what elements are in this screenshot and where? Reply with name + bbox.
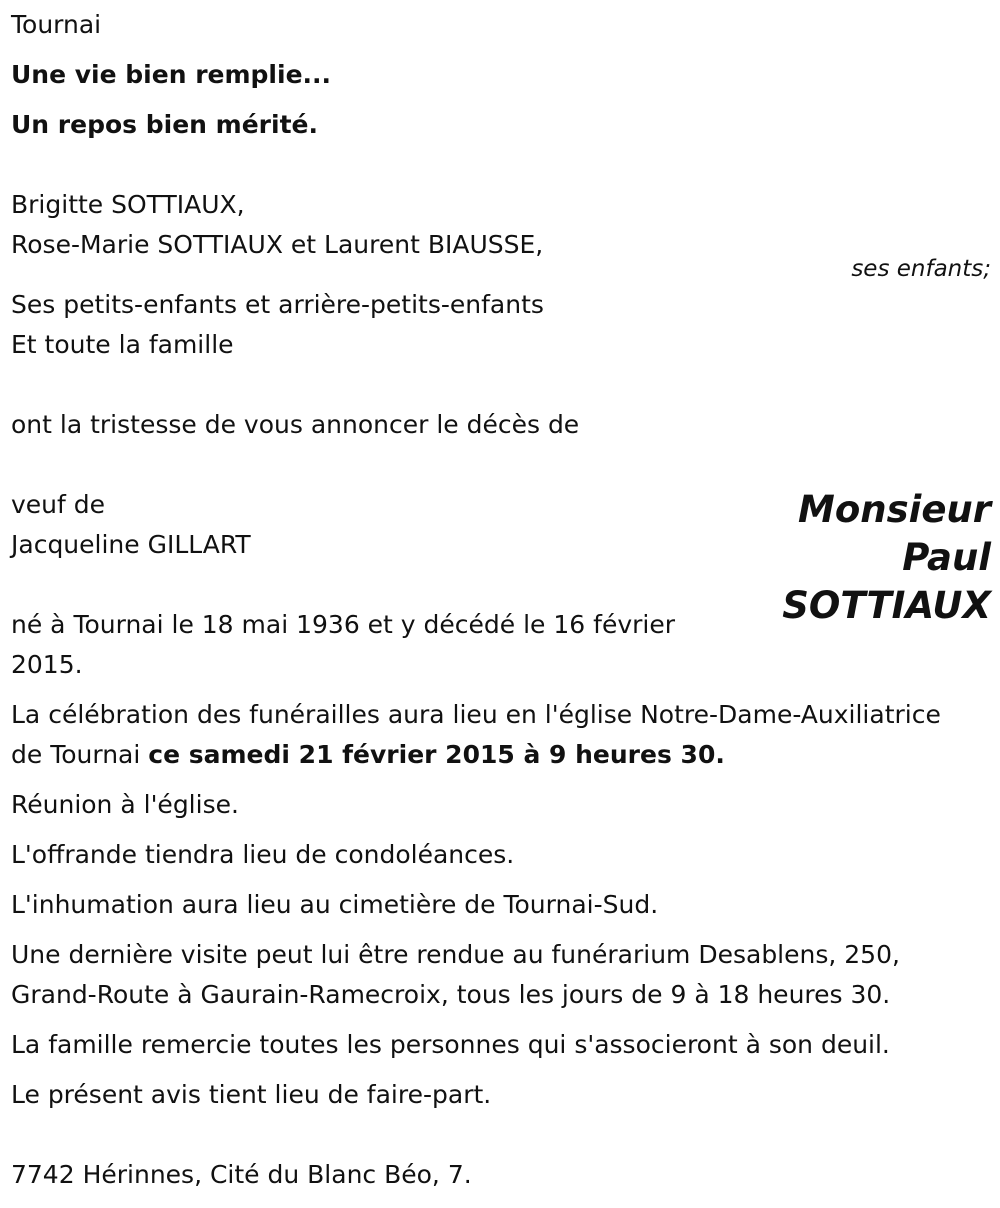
deceased-name-block xyxy=(782,486,991,630)
child-line-1: Brigitte SOTTIAUX, xyxy=(11,190,245,219)
announcement-text: ont la tristesse de vous annoncer le décès de xyxy=(11,410,580,439)
children-role-label: ses enfants; xyxy=(851,256,991,282)
deceased-title: Monsieur xyxy=(798,488,991,531)
address-text: 7742 Hérinnes, Cité du Blanc Béo, 7. xyxy=(11,1160,472,1189)
notice-text: Le présent avis tient lieu de faire-part. xyxy=(11,1080,492,1109)
visit-text: Une dernière visite peut lui être rendue au funérarium Desablens, 250, Grand-Route à Gaurain-Ramecroix, tous les jours de 9 à 18 heures 30. xyxy=(11,940,900,1009)
child-line-2: Rose-Marie SOTTIAUX et Laurent BIAUSSE, xyxy=(11,230,544,259)
birth-death-text: né à Tournai le 18 mai 1936 et y décédé le 16 février 2015. xyxy=(11,610,676,679)
deceased-first-name: Paul xyxy=(902,536,991,579)
ceremony-date: ce samedi 21 février 2015 à 9 heures 30. xyxy=(148,740,725,769)
motto-line-2: Un repos bien mérité. xyxy=(11,110,318,139)
ceremony-paragraph xyxy=(11,695,971,775)
city-heading: Tournai xyxy=(11,10,102,39)
offering-text: L'offrande tiendra lieu de condoléances. xyxy=(11,840,515,869)
motto-line-1: Une vie bien remplie... xyxy=(11,60,332,89)
thanks-text: La famille remercie toutes les personnes qui s'associeront à son deuil. xyxy=(11,1030,890,1059)
deceased-last-name: SOTTIAUX xyxy=(782,584,991,627)
spouse-name: Jacqueline GILLART xyxy=(11,530,251,559)
widower-label: veuf de xyxy=(11,490,106,519)
meeting-text: Réunion à l'église. xyxy=(11,790,239,819)
ceremony-text: La célébration des funérailles aura lieu en l'église Notre-Dame-Auxiliatrice de Tournai xyxy=(11,700,941,769)
family-line-2: Et toute la famille xyxy=(11,330,234,359)
burial-text: L'inhumation aura lieu au cimetière de Tournai-Sud. xyxy=(11,890,659,919)
family-line-1: Ses petits-enfants et arrière-petits-enfants xyxy=(11,290,544,319)
